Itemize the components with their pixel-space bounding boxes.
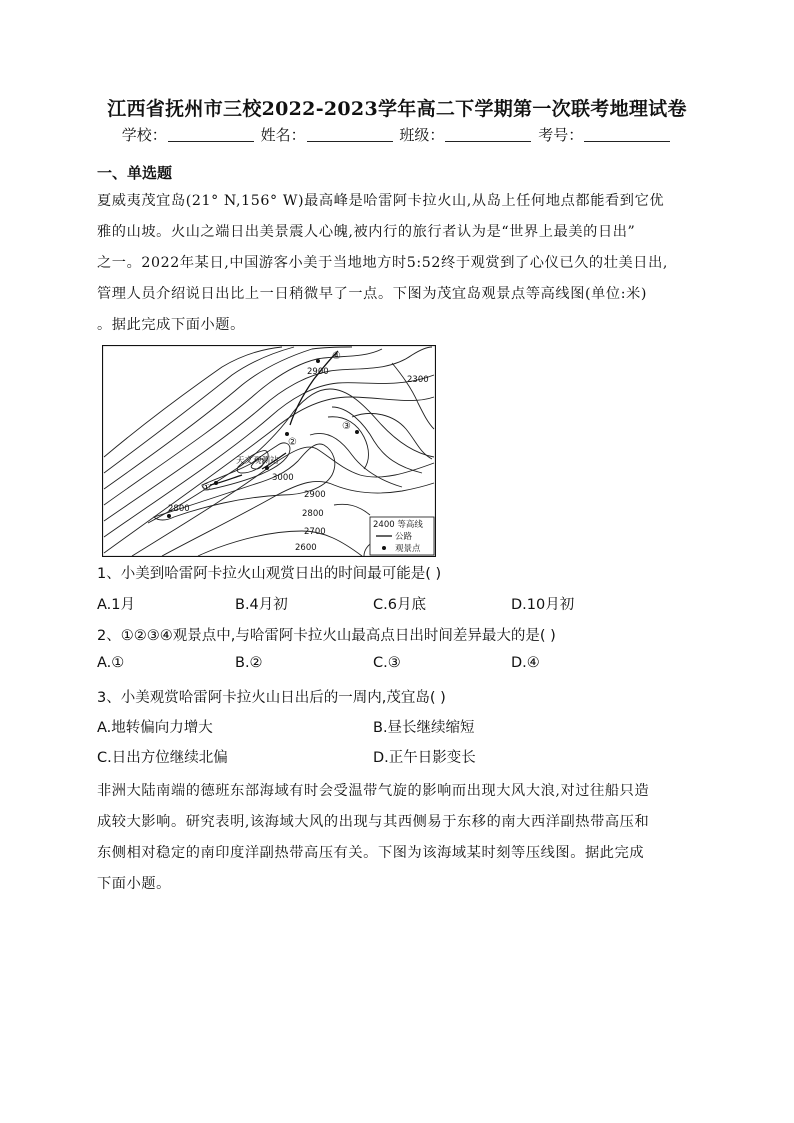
id-blank[interactable] <box>584 127 670 142</box>
passage-2 <box>97 776 697 900</box>
passage-line: 雅的山坡。火山之端日出美景震人心魄,被内行的旅行者认为是“世界上最美的日出” <box>97 224 636 240</box>
contour-label: 2700 <box>304 527 326 537</box>
section-title: 一、单选题 <box>97 164 173 182</box>
passage-1 <box>97 186 697 341</box>
contour-label: 3000 <box>272 473 294 483</box>
q1-option-a[interactable]: A.1月 <box>97 597 135 613</box>
viewpoint-2-label: ② <box>288 437 297 448</box>
viewpoint-dot <box>167 514 171 518</box>
viewpoint-4-dot <box>316 359 320 363</box>
id-label: 考号： <box>538 126 584 144</box>
q3-option-b[interactable]: B.昼长继续缩短 <box>373 720 475 736</box>
q1-option-b[interactable]: B.4月初 <box>235 597 288 613</box>
school-blank[interactable] <box>168 127 254 142</box>
station-label: 天文观测站 <box>236 456 279 466</box>
name-label: 姓名： <box>260 126 306 144</box>
q2-option-d[interactable]: D.④ <box>511 655 540 671</box>
legend-viewpoint: 观景点 <box>395 544 421 554</box>
passage-line: 东侧相对稳定的南印度洋副热带高压有关。下图为该海域某时刻等压线图。据此完成 <box>97 845 645 861</box>
viewpoint-1-dot <box>214 481 218 485</box>
q2-option-c[interactable]: C.③ <box>373 655 401 671</box>
student-info-row <box>0 124 794 145</box>
q1-option-d[interactable]: D.10月初 <box>511 597 575 613</box>
contour-label: 2900 <box>307 367 329 377</box>
legend-road: 公路 <box>395 532 413 542</box>
passage-line: 。据此完成下面小题。 <box>97 317 245 333</box>
question-1-stem: 1、小美到哈雷阿卡拉火山观赏日出的时间最可能是( ) <box>97 566 442 582</box>
passage-line: 夏威夷茂宜岛(21° N,156° W)最高峰是哈雷阿卡拉火山,从岛上任何地点都能看到它优 <box>97 193 665 209</box>
q3-option-a[interactable]: A.地转偏向力增大 <box>97 720 213 736</box>
passage-line: 下面小题。 <box>97 876 171 892</box>
passage-line: 成较大影响。研究表明,该海域大风的出现与其西侧易于东移的南大西洋副热带高压和 <box>97 814 650 830</box>
station-dot <box>265 466 269 470</box>
passage-line: 之一。2022年某日,中国游客小美于当地地方时5:52终于观赏到了心仪已久的壮美日出, <box>97 255 668 271</box>
class-blank[interactable] <box>445 127 531 142</box>
class-label: 班级： <box>399 126 445 144</box>
q2-option-b[interactable]: B.② <box>235 655 263 671</box>
contour-label: 2900 <box>304 490 326 500</box>
name-blank[interactable] <box>307 127 393 142</box>
q2-option-a[interactable]: A.① <box>97 655 125 671</box>
legend-contour: 2400 等高线 <box>373 520 423 530</box>
school-label: 学校： <box>121 126 167 144</box>
passage-line: 管理人员介绍说日出比上一日稍微早了一点。下图为茂宜岛观景点等高线图(单位:米) <box>97 286 648 302</box>
viewpoint-2-dot <box>285 432 289 436</box>
question-3-stem: 3、小美观赏哈雷阿卡拉火山日出后的一周内,茂宜岛( ) <box>97 690 446 706</box>
question-2-stem: 2、①②③④观景点中,与哈雷阿卡拉火山最高点日出时间差异最大的是( ) <box>97 628 556 644</box>
q3-option-d[interactable]: D.正午日影变长 <box>373 750 476 766</box>
passage-line: 非洲大陆南端的德班东部海域有时会受温带气旋的影响而出现大风大浪,对过往船只造 <box>97 783 650 799</box>
contour-label: 2600 <box>295 543 317 553</box>
exam-title: 江西省抚州市三校2022-2023学年高二下学期第一次联考地理试卷 <box>107 98 687 120</box>
viewpoint-1-label: ① <box>202 483 211 494</box>
contour-map <box>102 345 436 557</box>
viewpoint-4-label: ④ <box>332 351 341 362</box>
legend-viewpoint-dot <box>382 546 386 550</box>
q3-option-c[interactable]: C.日出方位继续北偏 <box>97 750 228 766</box>
contour-label: 2300 <box>407 375 429 385</box>
viewpoint-3-dot <box>355 430 359 434</box>
contour-label: 2800 <box>168 504 190 514</box>
map-legend <box>370 517 434 555</box>
q1-option-c[interactable]: C.6月底 <box>373 597 426 613</box>
viewpoint-3-label: ③ <box>342 421 351 432</box>
contour-label: 2800 <box>302 509 324 519</box>
